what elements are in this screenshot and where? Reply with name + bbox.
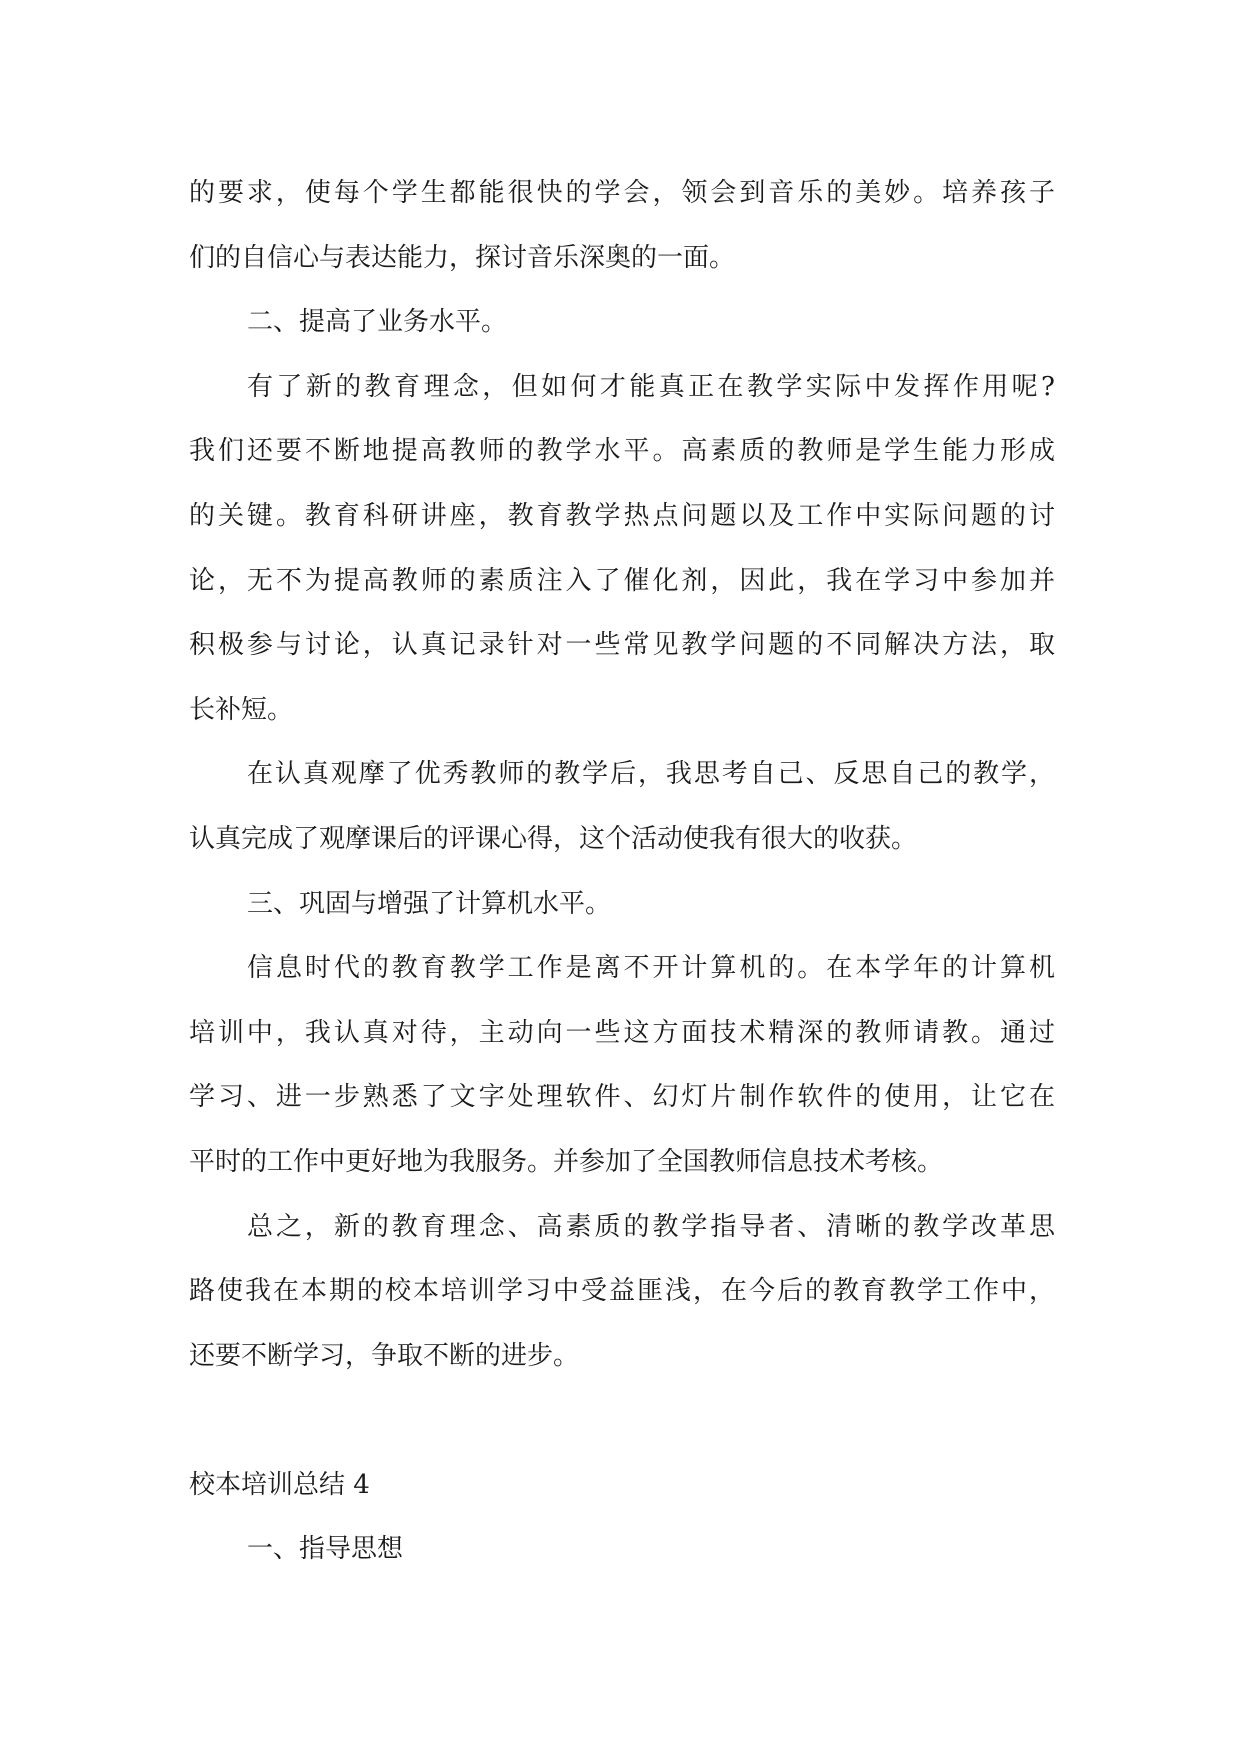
paragraph-line: 总之，新的教育理念、高素质的教学指导者、清晰的教学改革思 bbox=[247, 1211, 1055, 1242]
section-heading-3: 三、巩固与增强了计算机水平。 bbox=[247, 888, 612, 919]
paragraph-line: 论，无不为提高教师的素质注入了催化剂，因此，我在学习中参加并 bbox=[189, 565, 1055, 596]
paragraph-line: 长补短。 bbox=[189, 694, 294, 725]
paragraph-line: 培训中，我认真对待，主动向一些这方面技术精深的教师请教。通过 bbox=[189, 1017, 1055, 1048]
paragraph-line: 的关键。教育科研讲座，教育教学热点问题以及工作中实际问题的讨 bbox=[189, 500, 1055, 531]
paragraph-line: 平时的工作中更好地为我服务。并参加了全国教师信息技术考核。 bbox=[189, 1146, 944, 1177]
paragraph-line: 的要求，使每个学生都能很快的学会，领会到音乐的美妙。培养孩子 bbox=[189, 178, 1055, 208]
paragraph-line: 认真完成了观摩课后的评课心得，这个活动使我有很大的收获。 bbox=[189, 823, 918, 854]
section-title: 校本培训总结 4 bbox=[189, 1469, 370, 1500]
section-heading-2: 二、提高了业务水平。 bbox=[247, 307, 508, 338]
paragraph-line: 在认真观摩了优秀教师的教学后，我思考自己、反思自己的教学， bbox=[247, 759, 1055, 790]
paragraph-line: 积极参与讨论，认真记录针对一些常见教学问题的不同解决方法，取 bbox=[189, 630, 1055, 661]
paragraph-line: 有了新的教育理念，但如何才能真正在教学实际中发挥作用呢? bbox=[247, 371, 1055, 402]
document-body bbox=[189, 161, 1055, 1582]
section-subheading: 一、指导思想 bbox=[247, 1534, 404, 1565]
paragraph-line: 还要不断学习，争取不断的进步。 bbox=[189, 1340, 580, 1371]
blank-spacer bbox=[189, 1388, 1055, 1453]
paragraph-line: 学习、进一步熟悉了文字处理软件、幻灯片制作软件的使用，让它在 bbox=[189, 1082, 1055, 1113]
paragraph-line: 们的自信心与表达能力，探讨音乐深奥的一面。 bbox=[189, 242, 736, 273]
paragraph-line: 我们还要不断地提高教师的教学水平。高素质的教师是学生能力形成 bbox=[189, 436, 1055, 467]
paragraph-line: 路使我在本期的校本培训学习中受益匪浅，在今后的教育教学工作中， bbox=[189, 1276, 1055, 1307]
paragraph-line: 信息时代的教育教学工作是离不开计算机的。在本学年的计算机 bbox=[247, 953, 1055, 984]
